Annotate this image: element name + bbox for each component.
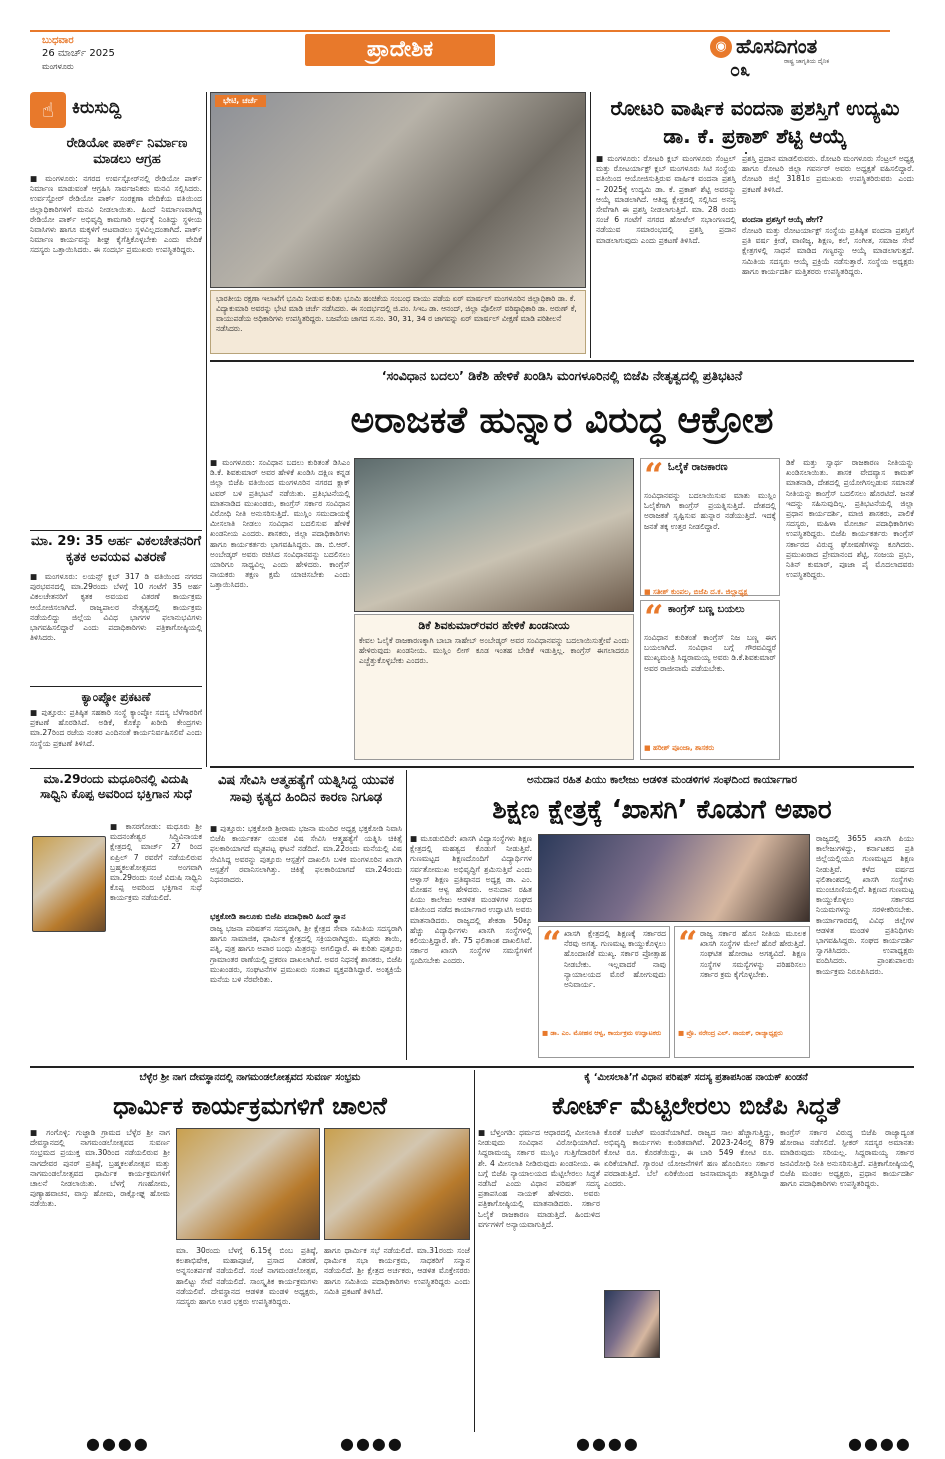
education-quote-2 xyxy=(674,926,810,1058)
education-quote-2-byline: ■ ಪ್ರೊ. ನರೇಂದ್ರ ಎಲ್. ನಾಯಕ್, ರಾಜ್ಯಾಧ್ಯಕ್ಷರು xyxy=(678,1029,783,1037)
protest-photo-caption-title: ಡಿಕೆ ಶಿವಕುಮಾರ್‌ರವರ ಹೇಳಿಕೆ ಖಂಡನೀಯ xyxy=(418,619,570,632)
page-number: ೦೩ xyxy=(730,60,751,81)
kirusuddi-label: ಕಿರುಸುದ್ದಿ xyxy=(72,98,122,118)
lamp-icon: ◉ xyxy=(710,36,732,58)
suicide-subhead: ಭಕ್ತಕೋಡಿ ತಾಲೂಕು ಬಿಜೆಪಿ ಪದಾಧಿಕಾರಿ ಹಿಂದೆ ಸ್ಥಾನ xyxy=(210,912,346,921)
brief-headline-1: ರೇಡಿಯೋ ಪಾರ್ಕ್ ನಿರ್ಮಾಣ ಮಾಡಲು ಆಗ್ರಹ xyxy=(66,136,188,167)
protest-photo xyxy=(354,458,634,612)
temple-photo-1 xyxy=(176,1128,320,1240)
education-headline: ಶಿಕ್ಷಣ ಕ್ಷೇತ್ರಕ್ಕೆ ‘ಖಾಸಗಿ’ ಕೊಡುಗೆ ಅಪಾರ xyxy=(492,795,832,825)
education-quote-1 xyxy=(538,926,670,1058)
mlc-kicker: ಕೈ ‘ಮೀಸಲಾತಿ’ಗೆ ವಿಧಾನ ಪರಿಷತ್ ಸದಸ್ಯ ಪ್ರತಾಪಸಿಂಹ ನಾಯಕ್ ಖಂಡನೆ xyxy=(584,1072,808,1083)
quote-mark-icon: “ xyxy=(542,924,562,964)
education-quote-2-text: ರಾಜ್ಯ ಸರ್ಕಾರ ಹೊಸ ನೀತಿಯ ಮೂಲಕ ಖಾಸಗಿ ಸಂಸ್ಥೆಗಳ ಮೇಲೆ ಹೊರೆ ಹೇರುತ್ತಿದೆ. ಸಂಘಟಿತ ಹೋರಾಟ ಅಗತ್ಯವಿದೆ. ಶಿಕ್ಷಣ ಸಂಸ್ಥೆಗಳ ಸಮಸ್ಯೆಗಳನ್ನು ಪರಿಹರಿಸಲು ಸರ್ಕಾರ ಕ್ರಮ ಕೈಗೊಳ್ಳಬೇಕು. xyxy=(700,929,806,979)
brief-body-1: ■ ಮಂಗಳೂರು: ನಗರದ ಉರ್ವಸ್ಟೋರ್‌ನಲ್ಲಿ ರೇಡಿಯೋ ಪಾರ್ಕ್ ನಿರ್ಮಾಣ ಮಾಡುವಂತೆ ಆಗ್ರಹಿಸಿ ಸಾರ್ವಜನಿಕರು ಮನವಿ ಸಲ್ಲಿಸಿದರು. ಉರ್ವಸ್ಟೋರ್ ರೇಡಿಯೋ ಪಾರ್ಕ್ ಸಂರಕ್ಷಣಾ ವೇದಿಕೆಯ ವತಿಯಿಂದ ಜಿಲ್ಲಾಧಿಕಾರಿಗಳಿಗೆ ಮನವಿ ನೀಡಲಾಯಿತು. ಹಿಂದೆ ನಿರ್ಮಾಣವಾಗಿದ್ದ ರೇಡಿಯೋ ಪಾರ್ಕ್ ಅಭಿವೃದ್ಧಿ ಕಾಮಗಾರಿ ಅರ್ಧಕ್ಕೆ ನಿಂತಿದ್ದು ಸ್ಥಳೀಯ ನಿವಾಸಿಗಳು ಹಾಗೂ ಮಕ್ಕಳಿಗೆ ಆಟವಾಡಲು ಸ್ಥಳವಿಲ್ಲದಂತಾಗಿದೆ. ಪಾರ್ಕ್ ನಿರ್ಮಾಣ ಕಾರ್ಯವನ್ನು ಶೀಘ್ರ ಕೈಗೆತ್ತಿಕೊಳ್ಳಬೇಕು ಎಂದು ವೇದಿಕೆ ಸದಸ್ಯರು ಒತ್ತಾಯಿಸಿದರು. ಈ ಸಂದರ್ಭ ಪ್ರಮುಖರು ಉಪಸ್ಥಿತರಿದ್ದರು. xyxy=(30,174,202,255)
rotary-body-3: ರೋಟರಿ ಮತ್ತು ರೋಟರ್ಯಾಕ್ಟ್ ಸಂಸ್ಥೆಯ ಪ್ರತಿಷ್ಠಿತ ವಂದನಾ ಪ್ರಶಸ್ತಿಗೆ ಪ್ರತಿ ವರ್ಷ ಕ್ರೀಡೆ, ವಾಣಿಜ್ಯ, ಶಿಕ್ಷಣ, ಕಲೆ, ಸಂಗೀತ, ಸಮಾಜ ಸೇವೆ ಕ್ಷೇತ್ರಗಳಲ್ಲಿ ಸಾಧನೆ ಮಾಡಿದ ಗಣ್ಯರನ್ನು ಆಯ್ಕೆ ಮಾಡಲಾಗುತ್ತದೆ. ಸಮಿತಿಯ ಸದಸ್ಯರು ಆಯ್ಕೆ ಪ್ರಕ್ರಿಯೆ ನಡೆಸುತ್ತಾರೆ. ಸಂಸ್ಥೆಯ ಅಧ್ಯಕ್ಷರು ಹಾಗೂ ಕಾರ್ಯದರ್ಶಿ ಮತ್ತಿತರರು ಉಪಸ್ಥಿತರಿದ್ದರು. xyxy=(742,226,914,276)
end-dots-3: ●●●● xyxy=(576,1434,640,1453)
education-body-2: ರಾಜ್ಯದಲ್ಲಿ 3655 ಖಾಸಗಿ ಪಿಯು ಕಾಲೇಜುಗಳಿದ್ದು, ಕರ್ನಾಟಕದ ಪ್ರತಿ ಜಿಲ್ಲೆಯಲ್ಲಿಯೂ ಗುಣಮಟ್ಟದ ಶಿಕ್ಷಣ ನೀಡುತ್ತಿವೆ. ಕಳೆದ ವರ್ಷದ ಫಲಿತಾಂಶದಲ್ಲಿ ಖಾಸಗಿ ಸಂಸ್ಥೆಗಳು ಮುಂಚೂಣಿಯಲ್ಲಿವೆ. ಶಿಕ್ಷಣದ ಗುಣಮಟ್ಟ ಕಾಯ್ದುಕೊಳ್ಳಲು ಸರ್ಕಾರದ ನಿಯಮಗಳನ್ನು ಸರಳೀಕರಿಸಬೇಕು. ಕಾರ್ಯಾಗಾರದಲ್ಲಿ ವಿವಿಧ ಜಿಲ್ಲೆಗಳ ಆಡಳಿತ ಮಂಡಳಿ ಪ್ರತಿನಿಧಿಗಳು ಭಾಗವಹಿಸಿದ್ದರು. ಸಂಘದ ಕಾರ್ಯದರ್ಶಿ ಸ್ವಾಗತಿಸಿದರು. ಉಪಾಧ್ಯಕ್ಷರು ವಂದಿಸಿದರು. ಪ್ರಾಂಶುಪಾಲರು ಕಾರ್ಯಕ್ರಮ ನಿರೂಪಿಸಿದರು. xyxy=(816,834,914,976)
protest-photo-caption: ಕೇವಲ ಓಲೈಕೆ ರಾಜಕಾರಣಕ್ಕಾಗಿ ಬಾಬಾ ಸಾಹೇಬ್ ಅಂಬೇಡ್ಕರ್ ಅವರ ಸಂವಿಧಾನವನ್ನು ಬದಲಾಯಿಸುತ್ತೇವೆ ಎಂದು ಹೇಳಿರುವುದು ಖಂಡನೀಯ. ಮುಸ್ಲಿಂ ಲೀಗ್ ಕೂಡ ಇಂತಹ ಬೇಡಿಕೆ ಇಡುತ್ತಿಲ್ಲ. ಕಾಂಗ್ರೆಸ್ ಈಗಲಾದರೂ ಎಚ್ಚೆತ್ತುಕೊಳ್ಳಬೇಕು ಎಂದರು. xyxy=(359,636,629,666)
brief-body-4: ■ ಕಾಸರಗೋಡು: ಮಧೂರು ಶ್ರೀ ಮದನಂತೇಶ್ವರ ಸಿದ್ಧಿವಿನಾಯಕ ಕ್ಷೇತ್ರದಲ್ಲಿ ಮಾರ್ಚ್ 27 ರಿಂದ ಏಪ್ರಿಲ್ 7 ರವರೆಗೆ ನಡೆಯಲಿರುವ ಬ್ರಹ್ಮಕಲಶೋತ್ಸವದ ಅಂಗವಾಗಿ ಮಾ.29ರಂದು ಸಂಜೆ ವಿದುಷಿ ಸಾಧ್ವಿನಿ ಕೊಪ್ಪ ಅವರಿಂದ ಭಕ್ತಿಗಾನ ಸುಧೆ ಕಾರ್ಯಕ್ರಮ ನಡೆಯಲಿದೆ. xyxy=(110,822,202,903)
paper-name: ಹೊಸದಿಗಂತ xyxy=(736,34,818,58)
rotary-body-2: ಪ್ರಶಸ್ತಿ ಪ್ರದಾನ ಮಾಡಲಿರುವರು. ರೋಟರಿ ಮಂಗಳೂರು ಸೆಂಟ್ರಲ್ ಅಧ್ಯಕ್ಷ ಹಾಗೂ ರೋಟರಿ ಜಿಲ್ಲಾ ಗವರ್ನರ್ ಅವರು ಅಧ್ಯಕ್ಷತೆ ವಹಿಸಲಿದ್ದಾರೆ. ರೋಟರಿ ಜಿಲ್ಲೆ 3181ರ ಪ್ರಮುಖರು ಉಪಸ್ಥಿತರಿರುವರು ಎಂದು ಪ್ರಕಟಣೆ ತಿಳಿಸಿದೆ. xyxy=(742,154,914,194)
meeting-caption: ಭಾರತೀಯ ರಕ್ಷಣಾ ಇಲಾಖೆಗೆ ಭೂಮಿ ನೀಡುವ ಕುರಿತು ಭೂಮಿ ಹಂಚಿಕೆಯ ಸಂಬಂಧ ವಾಯು ಪಡೆಯ ಏರ್ ಮಾರ್ಷಲ್ ಮಂಗಳೂರಿನ ಜಿಲ್ಲಾಧಿಕಾರಿ ಡಾ. ಕೆ. ವಿದ್ಯಾಕುಮಾರಿ ಅವರನ್ನು ಭೇಟಿ ಮಾಡಿ ಚರ್ಚೆ ನಡೆಸಿದರು. ಈ ಸಂದರ್ಭದಲ್ಲಿ ಜಿ.ಪಂ. ಸಿಇಒ ಡಾ. ಆನಂದ್, ಜಿಲ್ಲಾ ಪೊಲೀಸ್ ವರಿಷ್ಠಾಧಿಕಾರಿ ಡಾ. ಅರುಣ್ ಕೆ, ವಾಯುಪಡೆಯ ಅಧಿಕಾರಿಗಳು ಉಪಸ್ಥಿತರಿದ್ದರು. ಬಜಪೆಯ ಜಾಗದ ಸ.ನಂ. 30, 31, 34 ರ ಜಾಗವನ್ನು ಏರ್ ಮಾರ್ಷಲ್ ವೀಕ್ಷಣೆ ಮಾಡಿ ಪರಿಶೀಲನೆ ನಡೆಸಿದರು. xyxy=(210,290,586,354)
section-title: ಪ್ರಾದೇಶಿಕ xyxy=(305,34,495,66)
brief-headline-4: ಮಾ.29ರಂದು ಮಧೂರಿನಲ್ಲಿ ವಿದುಷಿ ಸಾಧ್ವಿನಿ ಕೊಪ್ಪ ಅವರಿಂದ ಭಕ್ತಿಗಾನ ಸುಧೆ xyxy=(40,772,192,801)
temple-body-3: ಹಾಗೂ ಧಾರ್ಮಿಕ ಸಭೆ ನಡೆಯಲಿದೆ. ಮಾ.31ರಂದು ಸಂಜೆ ಧಾರ್ಮಿಕ ಸಭಾ ಕಾರ್ಯಕ್ರಮ, ಸಾಧಕರಿಗೆ ಸನ್ಮಾನ ನಡೆಯಲಿದೆ. ಶ್ರೀ ಕ್ಷೇತ್ರದ ಅರ್ಚಕರು, ಆಡಳಿತ ಮೊಕ್ತೇಸರರು ಹಾಗೂ ಸಮಿತಿಯ ಪದಾಧಿಕಾರಿಗಳು ಉಪಸ್ಥಿತರಿದ್ದರು ಎಂದು ಸಮಿತಿ ಪ್ರಕಟಣೆ ತಿಳಿಸಿದೆ. xyxy=(324,1246,470,1296)
protest-quote-1 xyxy=(640,458,780,596)
mlc-body: ■ ಬೆಳ್ತಂಗಡಿ: ಧರ್ಮದ ಆಧಾರದಲ್ಲಿ ಮೀಸಲಾತಿ ನೀಡುವುದು ಸಂವಿಧಾನ ವಿರೋಧಿಯಾಗಿದೆ. ಸಿದ್ದರಾಮಯ್ಯ ಸರ್ಕಾರ ಮುಸ್ಲಿಂ ಗುತ್ತಿಗೆದಾರರಿಗೆ ಶೇ. 4 ಮೀಸಲಾತಿ ನೀಡಿರುವುದು ಖಂಡನೀಯ. ಈ ಬಗ್ಗೆ ಬಿಜೆಪಿ ನ್ಯಾಯಾಲಯದ ಮೆಟ್ಟಿಲೇರಲು ಸಿದ್ಧತೆ ನಡೆಸಿದೆ ಎಂದು ವಿಧಾನ ಪರಿಷತ್ ಸದಸ್ಯ ಪ್ರತಾಪಸಿಂಹ ನಾಯಕ್ ಹೇಳಿದರು. ಅವರು ಪತ್ರಿಕಾಗೋಷ್ಠಿಯಲ್ಲಿ ಮಾತನಾಡಿದರು. ಸರ್ಕಾರ ಓಲೈಕೆ ರಾಜಕಾರಣ ಮಾಡುತ್ತಿದೆ. ಹಿಂದುಳಿದ ವರ್ಗಗಳಿಗೆ ಅನ್ಯಾಯವಾಗುತ್ತಿದೆ. xyxy=(478,1128,600,1229)
education-body: ■ ಮೂಡುಬಿದಿರೆ: ಖಾಸಗಿ ವಿದ್ಯಾಸಂಸ್ಥೆಗಳು ಶಿಕ್ಷಣ ಕ್ಷೇತ್ರದಲ್ಲಿ ಮಹತ್ವದ ಕೊಡುಗೆ ನೀಡುತ್ತಿವೆ. ಗುಣಮಟ್ಟದ ಶಿಕ್ಷಣದೊಂದಿಗೆ ವಿದ್ಯಾರ್ಥಿಗಳ ಸರ್ವತೋಮುಖ ಅಭಿವೃದ್ಧಿಗೆ ಶ್ರಮಿಸುತ್ತಿವೆ ಎಂದು ಆಳ್ವಾಸ್ ಶಿಕ್ಷಣ ಪ್ರತಿಷ್ಠಾನದ ಅಧ್ಯಕ್ಷ ಡಾ. ಎಂ. ಮೋಹನ ಆಳ್ವ ಹೇಳಿದರು. ಅನುದಾನ ರಹಿತ ಪಿಯು ಕಾಲೇಜು ಆಡಳಿತ ಮಂಡಳಿಗಳ ಸಂಘದ ವತಿಯಿಂದ ನಡೆದ ಕಾರ್ಯಾಗಾರ ಉದ್ಘಾಟಿಸಿ ಅವರು ಮಾತನಾಡಿದರು. ರಾಜ್ಯದಲ್ಲಿ ಶೇಕಡಾ 50ಕ್ಕೂ ಹೆಚ್ಚು ವಿದ್ಯಾರ್ಥಿಗಳು ಖಾಸಗಿ ಸಂಸ್ಥೆಗಳಲ್ಲಿ ಕಲಿಯುತ್ತಿದ್ದಾರೆ. ಶೇ. 75 ಫಲಿತಾಂಶ ದಾಖಲಿಸಿವೆ. ಸರ್ಕಾರ ಖಾಸಗಿ ಸಂಸ್ಥೆಗಳ ಸಮಸ್ಯೆಗಳಿಗೆ ಸ್ಪಂದಿಸಬೇಕು ಎಂದರು. xyxy=(410,834,532,966)
mlc-headline: ಕೋರ್ಟ್ ಮೆಟ್ಟಿಲೇರಲು ಬಿಜೆಪಿ ಸಿದ್ಧತೆ xyxy=(552,1092,840,1120)
end-dots-2: ●●●● xyxy=(340,1434,404,1453)
paper-tagline: ರಾಷ್ಟ್ರ ಜಾಗೃತಿಯ ದೈನಿಕ xyxy=(784,58,830,65)
suicide-body-2: ರಾಜ್ಯ ಭಜನಾ ಪರಿಷತ್‌ನ ಸದಸ್ಯರಾಗಿ, ಶ್ರೀ ಕ್ಷೇತ್ರದ ಸೇವಾ ಸಮಿತಿಯ ಸದಸ್ಯರಾಗಿ ಹಾಗೂ ಸಾಮಾಜಿಕ, ಧಾರ್ಮಿಕ ಕ್ಷೇತ್ರದಲ್ಲಿ ಸಕ್ರಿಯರಾಗಿದ್ದರು. ಮೃತರು ತಾಯಿ, ಪತ್ನಿ, ಪುತ್ರ ಹಾಗೂ ಅಪಾರ ಬಂಧು ಮಿತ್ರರನ್ನು ಅಗಲಿದ್ದಾರೆ. ಈ ಕುರಿತು ಪುತ್ತೂರು ಗ್ರಾಮಾಂತರ ಠಾಣೆಯಲ್ಲಿ ಪ್ರಕರಣ ದಾಖಲಾಗಿದೆ. ಅವರ ನಿಧನಕ್ಕೆ ಶಾಸಕರು, ಬಿಜೆಪಿ ಮುಖಂಡರು, ಸಂಘಟನೆಗಳ ಪ್ರಮುಖರು ಸಂತಾಪ ವ್ಯಕ್ತಪಡಿಸಿದ್ದಾರೆ. ಅಂತ್ಯಕ್ರಿಯೆ ಮನೆಯ ಬಳಿ ನೆರವೇರಿತು. xyxy=(210,924,402,985)
protest-headline: ಅರಾಜಕತೆ ಹುನ್ನಾರ ವಿರುದ್ಧ ಆಕ್ರೋಶ xyxy=(350,400,774,441)
rotary-headline: ರೋಟರಿ ವಾರ್ಷಿಕ ವಂದನಾ ಪ್ರಶಸ್ತಿಗೆ ಉದ್ಯಮಿ ಡಾ. ಕೆ. ಪ್ರಕಾಶ್ ಶೆಟ್ಟಿ ಆಯ್ಕೆ xyxy=(610,96,900,148)
protest-quote-2 xyxy=(640,600,780,760)
education-quote-1-byline: ■ ಡಾ. ಎಂ. ಮೋಹನ ಆಳ್ವ, ಕಾರ್ಯಕ್ರಮ ಉದ್ಘಾಟಕರು xyxy=(542,1029,662,1037)
suicide-body: ■ ಪುತ್ತೂರು: ಭಕ್ತಕೋಡಿ ಶ್ರೀರಾಮ ಭಜನಾ ಮಂದಿರ ಅಧ್ಯಕ್ಷ ಭಕ್ತಕೋಡಿ ನಿವಾಸಿ ಬಿಜೆಪಿ ಕಾರ್ಯಕರ್ತ ಯುವಕ ವಿಷ ಸೇವಿಸಿ ಆತ್ಮಹತ್ಯೆಗೆ ಯತ್ನಿಸಿ ಚಿಕಿತ್ಸೆ ಫಲಕಾರಿಯಾಗದೆ ಮೃತಪಟ್ಟ ಘಟನೆ ನಡೆದಿದೆ. ಮಾ.22ರಂದು ಮನೆಯಲ್ಲಿ ವಿಷ ಸೇವಿಸಿದ್ದ ಅವರನ್ನು ಪುತ್ತೂರು ಆಸ್ಪತ್ರೆಗೆ ದಾಖಲಿಸಿ ಬಳಿಕ ಮಂಗಳೂರಿನ ಖಾಸಗಿ ಆಸ್ಪತ್ರೆಗೆ ರವಾನಿಸಲಾಗಿತ್ತು. ಚಿಕಿತ್ಸೆ ಫಲಕಾರಿಯಾಗದೆ ಮಾ.24ರಂದು ನಿಧನರಾದರು. xyxy=(210,824,402,885)
brief-headline-3: ಕ್ಯಾಂಪ್ಕೋ ಪ್ರಕಟಣೆ xyxy=(81,690,151,704)
protest-body: ■ ಮಂಗಳೂರು: ಸಂವಿಧಾನ ಬದಲು ಕುರಿತಂತೆ ಡಿಸಿಎಂ ಡಿ.ಕೆ. ಶಿವಕುಮಾರ್ ಅವರ ಹೇಳಿಕೆ ಖಂಡಿಸಿ ದಕ್ಷಿಣ ಕನ್ನಡ ಜಿಲ್ಲಾ ಬಿಜೆಪಿ ವತಿಯಿಂದ ಮಂಗಳೂರಿನ ನಗರದ ಕ್ಲಾಕ್ ಟವರ್ ಬಳಿ ಪ್ರತಿಭಟನೆ ನಡೆಯಿತು. ಪ್ರತಿಭಟನೆಯಲ್ಲಿ ಮಾತನಾಡಿದ ಮುಖಂಡರು, ಕಾಂಗ್ರೆಸ್ ಸರ್ಕಾರ ಸಂವಿಧಾನ ವಿರೋಧಿ ನೀತಿ ಅನುಸರಿಸುತ್ತಿದೆ. ಮುಸ್ಲಿಂ ಸಮುದಾಯಕ್ಕೆ ಮೀಸಲಾತಿ ನೀಡಲು ಸಂವಿಧಾನ ಬದಲಿಸುವ ಹೇಳಿಕೆ ಖಂಡನೀಯ ಎಂದರು. ಶಾಸಕರು, ಜಿಲ್ಲಾ ಪದಾಧಿಕಾರಿಗಳು ಹಾಗೂ ಕಾರ್ಯಕರ್ತರು ಭಾಗವಹಿಸಿದ್ದರು. ಡಾ. ಬಿ.ಆರ್. ಅಂಬೇಡ್ಕರ್ ಅವರು ರಚಿಸಿದ ಸಂವಿಧಾನವನ್ನು ಬದಲಿಸಲು ಯಾರಿಗೂ ಸಾಧ್ಯವಿಲ್ಲ ಎಂದು ಹೇಳಿದರು. ಕಾಂಗ್ರೆಸ್ ನಾಯಕರು ತಕ್ಷಣ ಕ್ಷಮೆ ಯಾಚಿಸಬೇಕು ಎಂದು ಒತ್ತಾಯಿಸಿದರು. xyxy=(210,458,350,590)
photo-tag: ಭೇಟಿ, ಚರ್ಚೆ xyxy=(215,95,266,107)
quote-2-byline: ■ ಹರೀಶ್ ಪೂಂಜಾ, ಶಾಸಕರು xyxy=(644,744,715,752)
end-dots-1: ●●●● xyxy=(86,1434,150,1453)
temple-headline: ಧಾರ್ಮಿಕ ಕಾರ್ಯಕ್ರಮಗಳಿಗೆ ಚಾಲನೆ xyxy=(113,1092,387,1120)
date: 26 ಮಾರ್ಚ್ 2025 xyxy=(42,48,115,59)
brief-headline-2: ಮಾ. 29: 35 ಅರ್ಹ ವಿಕಲಚೇತನರಿಗೆ ಕೃತಕ ಅವಯವ ವಿತರಣೆ xyxy=(30,534,202,565)
temple-kicker: ಬೆಳ್ಳೆರ ಶ್ರೀ ನಾಗ ದೇವಸ್ಥಾನದಲ್ಲಿ ನಾಗಮಂಡಲೋತ್ಸವದ ಸುವರ್ಣ ಸಂಭ್ರಮ xyxy=(139,1072,361,1083)
quote-1-text: ಸಂವಿಧಾನವನ್ನು ಬದಲಾಯಿಸುವ ಮಾತು ಮುಸ್ಲಿಂ ಓಲೈಕೆಗಾಗಿ ಕಾಂಗ್ರೆಸ್ ಪ್ರಯತ್ನಿಸುತ್ತಿದೆ. ದೇಶದಲ್ಲಿ ಅರಾಜಕತೆ ಸೃಷ್ಟಿಸುವ ಹುನ್ನಾರ ನಡೆಯುತ್ತಿದೆ. ಇದಕ್ಕೆ ಜನತೆ ತಕ್ಕ ಉತ್ತರ ನೀಡಲಿದ್ದಾರೆ. xyxy=(644,491,776,531)
quote-mark-icon: “ xyxy=(678,924,698,964)
hand-icon: ☝ xyxy=(30,92,66,128)
protest-body-2: ಡಿಕೆ ಮತ್ತು ಸ್ವಾರ್ಥ ರಾಜಕಾರಣ ನೀತಿಯನ್ನು ಖಂಡಿಸಲಾಯಿತು. ಶಾಸಕ ವೇದವ್ಯಾಸ ಕಾಮತ್ ಮಾತನಾಡಿ, ದೇಶದಲ್ಲಿ ಪ್ರಯೋಗಿಸಲ್ಪಡುವ ಸಮಾನತೆ ನೀತಿಯನ್ನು ಕಾಂಗ್ರೆಸ್ ಬದಲಿಸಲು ಹೊರಟಿದೆ. ಜನತೆ ಇದನ್ನು ಸಹಿಸುವುದಿಲ್ಲ. ಪ್ರತಿಭಟನೆಯಲ್ಲಿ ಜಿಲ್ಲಾ ಪ್ರಧಾನ ಕಾರ್ಯದರ್ಶಿ, ಮಾಜಿ ಶಾಸಕರು, ಪಾಲಿಕೆ ಸದಸ್ಯರು, ಮಹಿಳಾ ಮೋರ್ಚಾ ಪದಾಧಿಕಾರಿಗಳು ಉಪಸ್ಥಿತರಿದ್ದರು. ಬಿಜೆಪಿ ಕಾರ್ಯಕರ್ತರು ಕಾಂಗ್ರೆಸ್ ಸರ್ಕಾರದ ವಿರುದ್ಧ ಘೋಷಣೆಗಳನ್ನು ಕೂಗಿದರು. ಪ್ರಮುಖರಾದ ಪ್ರೇಮಾನಂದ ಶೆಟ್ಟಿ, ಸಂಜಯ ಪ್ರಭು, ನಿತಿನ್ ಕುಮಾರ್, ಪೂಜಾ ಪೈ ಮೊದಲಾದವರು ಉಪಸ್ಥಿತರಿದ್ದರು. xyxy=(786,458,914,580)
mlc-portrait xyxy=(604,1290,660,1358)
quote-2-text: ಸಂವಿಧಾನ ಕುರಿತಂತೆ ಕಾಂಗ್ರೆಸ್ ನಿಜ ಬಣ್ಣ ಈಗ ಬಯಲಾಗಿದೆ. ಸಂವಿಧಾನ ಬಗ್ಗೆ ಗೌರವವಿದ್ದರೆ ಮುಖ್ಯಮಂತ್ರಿ ಸಿದ್ದರಾಮಯ್ಯ ಅವರು ಡಿ.ಕೆ.ಶಿವಕುಮಾರ್ ಅವರ ರಾಜೀನಾಮೆ ಪಡೆಯಬೇಕು. xyxy=(644,633,776,673)
rotary-subhead: ವಂದನಾ ಪ್ರಶಸ್ತಿಗೆ ಆಯ್ಕೆ ಹೇಗೆ? xyxy=(742,215,824,224)
brief-body-3: ■ ಪುತ್ತೂರು: ಪ್ರತಿಷ್ಠಿತ ಸಹಕಾರಿ ಸಂಸ್ಥೆ ಕ್ಯಾಂಪ್ಕೋ ಸದಸ್ಯ ಬೆಳೆಗಾರರಿಗೆ ಪ್ರಕಟಣೆ ಹೊರಡಿಸಿದೆ. ಅಡಿಕೆ, ಕೊಕ್ಕೊ ಖರೀದಿ ಕೇಂದ್ರಗಳು ಮಾ.27ರಿಂದ ರಜೆಯ ನಂತರ ಎಂದಿನಂತೆ ಕಾರ್ಯನಿರ್ವಹಿಸಲಿವೆ ಎಂದು ಸಂಸ್ಥೆಯ ಪ್ರಕಟಣೆ ತಿಳಿಸಿದೆ. xyxy=(30,708,202,748)
kirusuddi-banner xyxy=(30,92,202,130)
temple-body: ■ ಗಂಗೊಳ್ಳಿ: ಗುಜ್ಜಾಡಿ ಗ್ರಾಮದ ಬೆಳ್ಳೆರ ಶ್ರೀ ನಾಗ ದೇವಸ್ಥಾನದಲ್ಲಿ ನಾಗಮಂಡಲೋತ್ಸವದ ಸುವರ್ಣ ಸಂಭ್ರಮದ ಪ್ರಯುಕ್ತ ಮಾ.30ರಿಂದ ನಡೆಯಲಿರುವ ಶ್ರೀ ನಾಗದೇವರ ಪುನರ್ ಪ್ರತಿಷ್ಠೆ, ಬ್ರಹ್ಮಕಲಶೋತ್ಸವ ಮತ್ತು ನಾಗಮಂಡಲೋತ್ಸವದ ಧಾರ್ಮಿಕ ಕಾರ್ಯಕ್ರಮಗಳಿಗೆ ಚಾಲನೆ ನೀಡಲಾಯಿತು. ಬೆಳಗ್ಗೆ ಗಣಹೋಮ, ಪುಣ್ಯಾಹವಾಚನ, ವಾಸ್ತು ಹೋಮ, ರಾಕ್ಷೋಘ್ನ ಹೋಮ ನಡೆಯಿತು. xyxy=(30,1128,170,1209)
brief-body-2: ■ ಮಂಗಳೂರು: ಲಯನ್ಸ್ ಕ್ಲಬ್ 317 ಡಿ ವತಿಯಿಂದ ನಗರದ ಪುರಭವನದಲ್ಲಿ ಮಾ.29ರಂದು ಬೆಳಗ್ಗೆ 10 ಗಂಟೆಗೆ 35 ಅರ್ಹ ವಿಕಲಚೇತನರಿಗೆ ಕೃತಕ ಅವಯವ ವಿತರಣೆ ಕಾರ್ಯಕ್ರಮ ಆಯೋಜಿಸಲಾಗಿದೆ. ರಾಜ್ಯಪಾಲರ ನೇತೃತ್ವದಲ್ಲಿ ಕಾರ್ಯಕ್ರಮ ನಡೆಯಲಿದ್ದು ಜಿಲ್ಲೆಯ ವಿವಿಧ ಭಾಗಗಳ ಫಲಾನುಭವಿಗಳು ಭಾಗವಹಿಸಲಿದ್ದಾರೆ ಎಂದು ಪದಾಧಿಕಾರಿಗಳು ಪತ್ರಿಕಾಗೋಷ್ಠಿಯಲ್ಲಿ ತಿಳಿಸಿದರು. xyxy=(30,572,202,643)
quote-2-title: ಕಾಂಗ್ರೆಸ್ ಬಣ್ಣ ಬಯಲು xyxy=(668,604,745,615)
quote-mark-icon: “ xyxy=(644,598,664,638)
mlc-body-2: ಕೊರತೆ ಬಜೆಟ್ ಮಂಡನೆಯಾಗಿದೆ. ರಾಜ್ಯದ ಸಾಲ ಹೆಚ್ಚಾಗುತ್ತಿದ್ದು, ಅಭಿವೃದ್ಧಿ ಕಾರ್ಯಗಳು ಕುಂಠಿತವಾಗಿವೆ. 2023-24ರಲ್ಲಿ 879 ಕೋಟಿ ರೂ. ಕೊರತೆಯಿದ್ದು, ಈ ಬಾರಿ 549 ಕೋಟಿ ರೂ. ಏರಿಕೆಯಾಗಿದೆ. ಗ್ಯಾರಂಟಿ ಯೋಜನೆಗಳಿಗೆ ಹಣ ಹೊಂದಿಸಲು ಸರ್ಕಾರ ಪರದಾಡುತ್ತಿದೆ. ಬೆಲೆ ಏರಿಕೆಯಿಂದ ಜನಸಾಮಾನ್ಯರು ತತ್ತರಿಸಿದ್ದಾರೆ ಎಂದರು. xyxy=(604,1128,774,1189)
kirusuddi-column xyxy=(30,92,202,764)
temple-photo-2 xyxy=(324,1128,470,1240)
protest-photo-caption-box xyxy=(354,614,634,760)
quote-mark-icon: “ xyxy=(644,456,664,496)
suicide-headline: ವಿಷ ಸೇವಿಸಿ ಆತ್ಮಹತ್ಯೆಗೆ ಯತ್ನಿಸಿದ್ದ ಯುವಕ ಸಾವು ಕೃತ್ಯದ ಹಿಂದಿನ ಕಾರಣ ನಿಗೂಢ xyxy=(217,773,395,805)
quote-1-byline: ■ ಸತೀಶ್ ಕುಂಪಲ, ಬಿಜೆಪಿ ದ.ಕ. ಜಿಲ್ಲಾಧ್ಯಕ್ಷ xyxy=(644,588,748,596)
masthead xyxy=(0,0,945,88)
temple-body-2: ಮಾ. 30ರಂದು ಬೆಳಗ್ಗೆ 6.15ಕ್ಕೆ ಬಿಂಬ ಪ್ರತಿಷ್ಠೆ, ಕಲಶಾಭಿಷೇಕ, ಮಹಾಪೂಜೆ, ಪ್ರಸಾದ ವಿತರಣೆ, ಅನ್ನಸಂತರ್ಪಣೆ ನಡೆಯಲಿದೆ. ಸಂಜೆ ನಾಗಮಂಡಲೋತ್ಸವ, ಹಾಲಿಟ್ಟು ಸೇವೆ ನಡೆಯಲಿದೆ. ಸಾಂಸ್ಕೃತಿಕ ಕಾರ್ಯಕ್ರಮಗಳು ನಡೆಯಲಿವೆ. ದೇವಸ್ಥಾನದ ಆಡಳಿತ ಮಂಡಳಿ ಅಧ್ಯಕ್ಷರು, ಸದಸ್ಯರು ಹಾಗೂ ಊರ ಭಕ್ತರು ಉಪಸ್ಥಿತರಿದ್ದರು. xyxy=(176,1246,318,1307)
weekday: ಬುಧವಾರ xyxy=(42,35,74,46)
education-quote-1-text: ಖಾಸಗಿ ಕ್ಷೇತ್ರದಲ್ಲಿ ಶಿಕ್ಷಣಕ್ಕೆ ಸರ್ಕಾರದ ನೆರವು ಅಗತ್ಯ. ಗುಣಮಟ್ಟ ಕಾಯ್ದುಕೊಳ್ಳಲು ಹೊಂದಾಣಿಕೆ ಮುಖ್ಯ. ಸರ್ಕಾರ ಪ್ರೋತ್ಸಾಹ ನೀಡಬೇಕು. ಇಲ್ಲವಾದರೆ ನಾವು ನ್ಯಾಯಾಲಯದ ಮೊರೆ ಹೋಗುವುದು ಅನಿವಾರ್ಯ. xyxy=(564,929,666,990)
education-kicker: ಅನುದಾನ ರಹಿತ ಪಿಯು ಕಾಲೇಜು ಆಡಳಿತ ಮಂಡಳಿಗಳ ಸಂಘದಿಂದ ಕಾರ್ಯಾಗಾರ xyxy=(526,774,798,786)
singer-photo xyxy=(32,836,106,932)
mlc-body-3: ಕಾಂಗ್ರೆಸ್ ಸರ್ಕಾರ ವಿರುದ್ಧ ಬಿಜೆಪಿ ರಾಜ್ಯಾದ್ಯಂತ ಹೋರಾಟ ನಡೆಸಲಿದೆ. ಸ್ಪೀಕರ್ ಸದಸ್ಯರ ಅಮಾನತು ಮಾಡಿರುವುದು ಸರಿಯಲ್ಲ. ಸಿದ್ದರಾಮಯ್ಯ ಸರ್ಕಾರ ಜನವಿರೋಧಿ ನೀತಿ ಅನುಸರಿಸುತ್ತಿದೆ. ಪತ್ರಿಕಾಗೋಷ್ಠಿಯಲ್ಲಿ ಬಿಜೆಪಿ ಮಂಡಲ ಅಧ್ಯಕ್ಷರು, ಪ್ರಧಾನ ಕಾರ್ಯದರ್ಶಿ ಹಾಗೂ ಪದಾಧಿಕಾರಿಗಳು ಉಪಸ್ಥಿತರಿದ್ದರು. xyxy=(780,1128,914,1189)
end-dots-4: ●●●● xyxy=(848,1434,912,1453)
protest-kicker: ‘ಸಂವಿಧಾನ ಬದಲು’ ಡಿಕೆಶಿ ಹೇಳಿಕೆ ಖಂಡಿಸಿ ಮಂಗಳೂರಿನಲ್ಲಿ ಬಿಜೆಪಿ ನೇತೃತ್ವದಲ್ಲಿ ಪ್ರತಿಭಟನೆ xyxy=(381,368,743,383)
quote-1-title: ಓಲೈಕೆ ರಾಜಕಾರಣ xyxy=(668,462,728,473)
date-block xyxy=(42,34,222,73)
meeting-photo xyxy=(210,92,586,288)
city: ಮಂಗಳೂರು xyxy=(42,62,74,71)
rotary-body-1: ■ ಮಂಗಳೂರು: ರೋಟರಿ ಕ್ಲಬ್ ಮಂಗಳೂರು ಸೆಂಟ್ರಲ್ ಮತ್ತು ರೋಟರ್ಯಾಕ್ಟ್ ಕ್ಲಬ್ ಮಂಗಳೂರು ಸಿಟಿ ಸಂಸ್ಥೆಯ ವತಿಯಿಂದ ಆಯೋಜಿಸುತ್ತಿರುವ ವಾರ್ಷಿಕ ವಂದನಾ ಪ್ರಶಸ್ತಿ – 2025ಕ್ಕೆ ಉದ್ಯಮಿ ಡಾ. ಕೆ. ಪ್ರಕಾಶ್ ಶೆಟ್ಟಿ ಅವರನ್ನು ಆಯ್ಕೆ ಮಾಡಲಾಗಿದೆ. ಆತಿಥ್ಯ ಕ್ಷೇತ್ರದಲ್ಲಿ ಸಲ್ಲಿಸಿದ ಅನನ್ಯ ಸೇವೆಗಾಗಿ ಈ ಪ್ರಶಸ್ತಿ ನೀಡಲಾಗುತ್ತಿದೆ. ಮಾ. 28 ರಂದು ಸಂಜೆ 6 ಗಂಟೆಗೆ ನಗರದ ಹೋಟೆಲ್ ಸಭಾಂಗಣದಲ್ಲಿ ನಡೆಯುವ ಸಮಾರಂಭದಲ್ಲಿ ಪ್ರಶಸ್ತಿ ಪ್ರದಾನ ಮಾಡಲಾಗುವುದು ಎಂದು ಪ್ರಕಟಣೆ ತಿಳಿಸಿದೆ. xyxy=(596,154,736,245)
education-photo xyxy=(538,834,810,922)
